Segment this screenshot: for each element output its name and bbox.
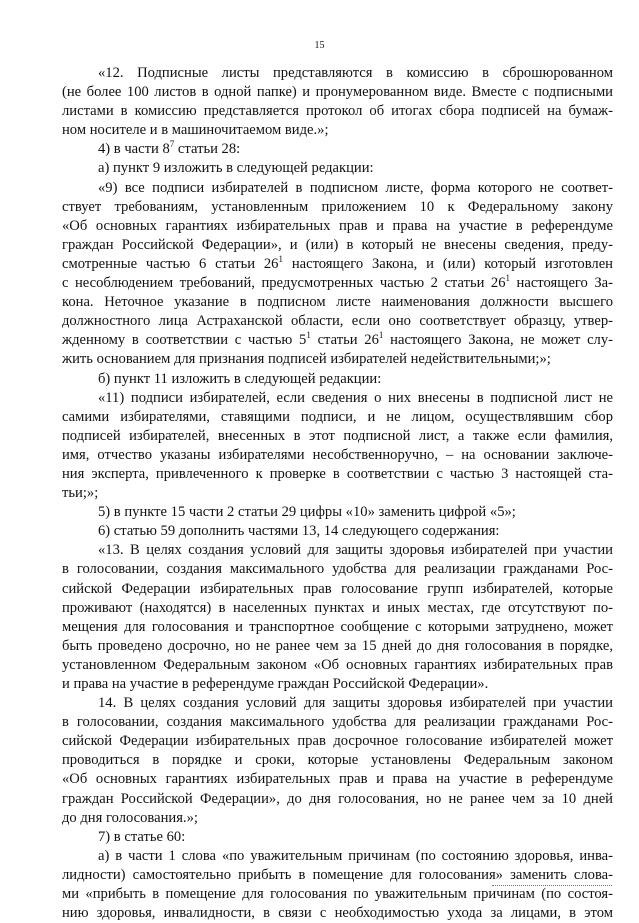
text-line (62, 217, 613, 236)
line-text: «9) все подписи избирателей в подписном листе, форма которого не соответ- (98, 179, 613, 196)
line-text: в голосовании, создания максимального удобства для реализации гражданами Рос- (62, 714, 613, 731)
line-text: подписей избирателей, внесенных в этот подписной лист, а также если фамилия, (62, 427, 613, 444)
line-text: ствует требованиям, установленным приложением 10 к Федеральному закону (62, 198, 613, 215)
superscript: 1 (278, 254, 283, 265)
text-line (62, 618, 613, 637)
line-text: лидности) самостоятельно прибыть в помещение для голосования» заменить слова- (62, 866, 613, 883)
text-line (62, 64, 613, 83)
text-line (62, 427, 613, 446)
line-text: с несоблюдением требований, предусмотренных частью 2 статьи 26 (62, 275, 506, 292)
text-line (62, 102, 613, 121)
line-text: граждан Российской Федерации», до дня голосования, но не ранее чем за 10 дней (62, 790, 613, 807)
line-text: имя, отчество указаны избирателями несобственноручно, – на основании заключе- (62, 446, 613, 463)
text-line (62, 522, 613, 541)
line-text: тьи;»; (62, 485, 99, 502)
text-line (62, 350, 613, 369)
line-text: ми «прибыть в помещение для голосования по уважительным причинам (по состоя- (62, 886, 613, 903)
line-text: жденному в соответствии с частью 5 (62, 332, 307, 349)
superscript: 1 (306, 330, 311, 341)
text-line (62, 503, 613, 522)
text-line (62, 179, 613, 198)
text-line (62, 904, 613, 923)
line-text: проживают (находятся) в населенных пунктах и иных местах, где отсутствуют по- (62, 599, 613, 616)
superscript: 1 (378, 330, 384, 341)
text-line (62, 236, 613, 255)
text-line (62, 828, 613, 847)
line-text: «11) подписи избирателей, если сведения о них внесены в подписной лист не (98, 389, 613, 406)
line-text: и права на участие в референдуме граждан Российской Федерации». (62, 676, 489, 692)
text-line (62, 484, 613, 503)
line-text: быть проведено досрочно, но не ранее чем за 15 дней до дня голосования в порядке, (62, 637, 613, 654)
line-text-tail: статьи 28: (174, 141, 241, 158)
line-text: 6) статью 59 дополнить частями 13, 14 следующего содержания: (98, 523, 500, 540)
line-text: до дня голосования.»; (62, 809, 198, 826)
line-text: 14. В целях создания условий для защиты здоровья избирателей при участии (98, 695, 613, 712)
line-text: 7) в статье 60: (98, 828, 186, 845)
line-text: кона. Неточное указание в подписном листе наименования должности высшего (62, 294, 613, 311)
line-text: жить основанием для признания подписей избирателей недействительными;»; (62, 351, 551, 368)
text-line (62, 389, 613, 408)
line-text: установленном Федеральным законом «Об основных гарантиях избирательных прав (62, 656, 613, 673)
document-body (62, 64, 613, 923)
text-line (62, 83, 613, 102)
text-line (62, 465, 613, 484)
line-text: б) пункт 11 изложить в следующей редакции: (98, 370, 382, 387)
text-line (62, 656, 613, 675)
text-line (62, 790, 613, 809)
page-number: 15 (314, 40, 325, 51)
line-text: 4) в части 8 (98, 141, 170, 158)
line-text: листами в комиссию представляется протокол об итогах сбора подписей на бумаж- (62, 103, 613, 120)
line-text: нию здоровья, инвалидности, в связи с необходимостью ухода за лицами, в этом (62, 905, 613, 922)
text-line (62, 121, 613, 140)
line-text: ния эксперта, привлеченного к проверке в соответствии с частью 3 настоящей ста- (62, 465, 613, 482)
text-line (62, 446, 613, 465)
line-text: мещения для голосования и транспортное сообщение с которыми затруднено, может (62, 618, 613, 635)
text-line (62, 713, 613, 732)
text-line (62, 255, 613, 274)
text-line (62, 637, 613, 656)
text-line (62, 331, 613, 350)
text-line (62, 599, 613, 618)
line-text: в голосовании, создания максимального удобства для реализации гражданами Рос- (62, 561, 613, 578)
superscript: 7 (169, 139, 175, 150)
line-text: «13. В целях создания условий для защиты здоровья избирателей при участии (98, 542, 613, 559)
line-text: проводиться в порядке и сроки, которые установлены Федеральным законом (62, 752, 613, 769)
text-line (62, 198, 613, 217)
line-text: а) в части 1 слова «по уважительным причинам (по состоянию здоровья, инва- (98, 847, 613, 864)
text-line (62, 675, 613, 694)
line-text: сийской Федерации избирательных прав досрочное голосование избирателей может (62, 733, 613, 750)
footer-rule (492, 885, 612, 887)
text-line (62, 694, 613, 713)
line-text: должностного лица Астраханской области, если оно соответствует образцу, утвер- (62, 313, 613, 330)
line-text: ном носителе и в машиночитаемом виде.»; (62, 122, 329, 139)
text-line (62, 370, 613, 389)
line-text: граждан Российской Федерации», и (или) в который не внесены сведения, преду- (62, 236, 613, 253)
line-text: «Об основных гарантиях избирательных прав и права на участие в референдуме (62, 771, 613, 788)
text-line (62, 809, 613, 828)
line-text: сийской Федерации избирательных прав голосование групп избирателей, которые (62, 580, 613, 597)
line-text-tail: настоящего Закона, не может слу- (383, 332, 613, 349)
text-line (62, 408, 613, 427)
text-line (62, 274, 613, 293)
text-line (62, 751, 613, 770)
line-text-tail: статьи 26 (310, 332, 379, 349)
line-text: «12. Подписные листы представляются в комиссию в сброшюрованном (98, 65, 613, 81)
text-line (62, 293, 613, 312)
line-text: «Об основных гарантиях избирательных прав и права на участие в референдуме (62, 217, 613, 234)
line-text: смотренные частью 6 статьи 26 (62, 255, 279, 272)
line-text: (не более 100 листов в одной папке) и пронумерованном виде. Вместе с подписными (62, 84, 613, 101)
text-line (62, 847, 613, 866)
line-text: самими избирателями, ставящими подписи, и не лицом, осуществлявшим сбор (62, 408, 613, 425)
text-line (62, 560, 613, 579)
text-line (62, 732, 613, 751)
text-line (62, 885, 613, 904)
line-text-tail: настоящего Закона, и (или) который изготовлен (282, 255, 613, 272)
superscript: 1 (505, 273, 511, 284)
line-text-tail: настоящего За- (510, 275, 613, 292)
text-line (62, 159, 613, 178)
text-line (62, 866, 613, 885)
text-line (62, 312, 613, 331)
text-line (62, 541, 613, 560)
text-line (62, 140, 613, 159)
line-text: а) пункт 9 изложить в следующей редакции: (98, 160, 374, 177)
line-text: 5) в пункте 15 части 2 статьи 29 цифры «10» заменить цифрой «5»; (98, 504, 516, 521)
text-line (62, 770, 613, 789)
text-line (62, 580, 613, 599)
